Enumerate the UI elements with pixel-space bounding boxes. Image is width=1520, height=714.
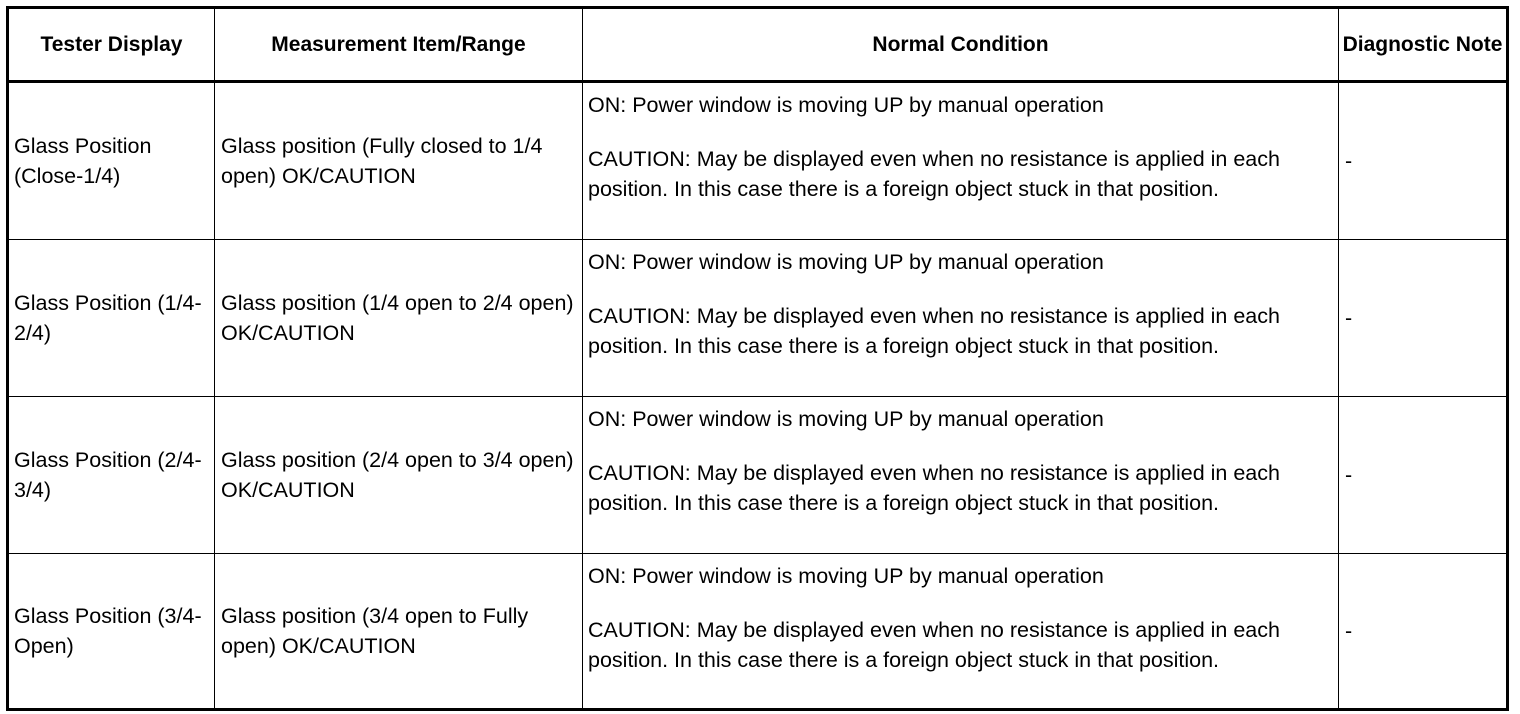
table-row bbox=[8, 554, 1508, 710]
measurement-cell: Glass position (2/4 open to 3/4 open) OK/CAUTION bbox=[215, 397, 583, 554]
diagnostic-data-table bbox=[6, 6, 1509, 711]
caution-text: CAUTION: May be displayed even when no resistance is applied in each position. In this case there is a foreign object stuck in that position. bbox=[588, 461, 1280, 515]
on-condition-text: ON: Power window is moving UP by manual operation bbox=[588, 564, 1104, 588]
diagnostic-note-cell: - bbox=[1339, 240, 1508, 397]
header-normal-condition: Normal Condition bbox=[583, 8, 1339, 82]
measurement-cell: Glass position (1/4 open to 2/4 open) OK/CAUTION bbox=[215, 240, 583, 397]
tester-display-cell: Glass Position (3/4-Open) bbox=[8, 554, 215, 710]
normal-condition-cell bbox=[583, 397, 1339, 554]
table-row bbox=[8, 82, 1508, 240]
caution-text: CAUTION: May be displayed even when no resistance is applied in each position. In this case there is a foreign object stuck in that position. bbox=[588, 147, 1280, 201]
caution-text: CAUTION: May be displayed even when no resistance is applied in each position. In this case there is a foreign object stuck in that position. bbox=[588, 618, 1280, 672]
caution-text: CAUTION: May be displayed even when no resistance is applied in each position. In this case there is a foreign object stuck in that position. bbox=[588, 304, 1280, 358]
on-condition-text: ON: Power window is moving UP by manual operation bbox=[588, 407, 1104, 431]
normal-condition-cell bbox=[583, 82, 1339, 240]
table-header-row bbox=[8, 8, 1508, 82]
tester-display-cell: Glass Position (1/4-2/4) bbox=[8, 240, 215, 397]
normal-condition-cell bbox=[583, 240, 1339, 397]
header-diagnostic-note: Diagnostic Note bbox=[1339, 8, 1508, 82]
table-row bbox=[8, 397, 1508, 554]
diagnostic-note-cell: - bbox=[1339, 82, 1508, 240]
on-condition-text: ON: Power window is moving UP by manual operation bbox=[588, 93, 1104, 117]
header-tester-display: Tester Display bbox=[8, 8, 215, 82]
diagnostic-note-cell: - bbox=[1339, 554, 1508, 710]
table-row bbox=[8, 240, 1508, 397]
normal-condition-cell bbox=[583, 554, 1339, 710]
tester-display-cell: Glass Position (2/4-3/4) bbox=[8, 397, 215, 554]
header-measurement-item: Measurement Item/Range bbox=[215, 8, 583, 82]
diagnostic-note-cell: - bbox=[1339, 397, 1508, 554]
measurement-cell: Glass position (3/4 open to Fully open) OK/CAUTION bbox=[215, 554, 583, 710]
tester-display-cell: Glass Position (Close-1/4) bbox=[8, 82, 215, 240]
measurement-cell: Glass position (Fully closed to 1/4 open) OK/CAUTION bbox=[215, 82, 583, 240]
on-condition-text: ON: Power window is moving UP by manual operation bbox=[588, 250, 1104, 274]
